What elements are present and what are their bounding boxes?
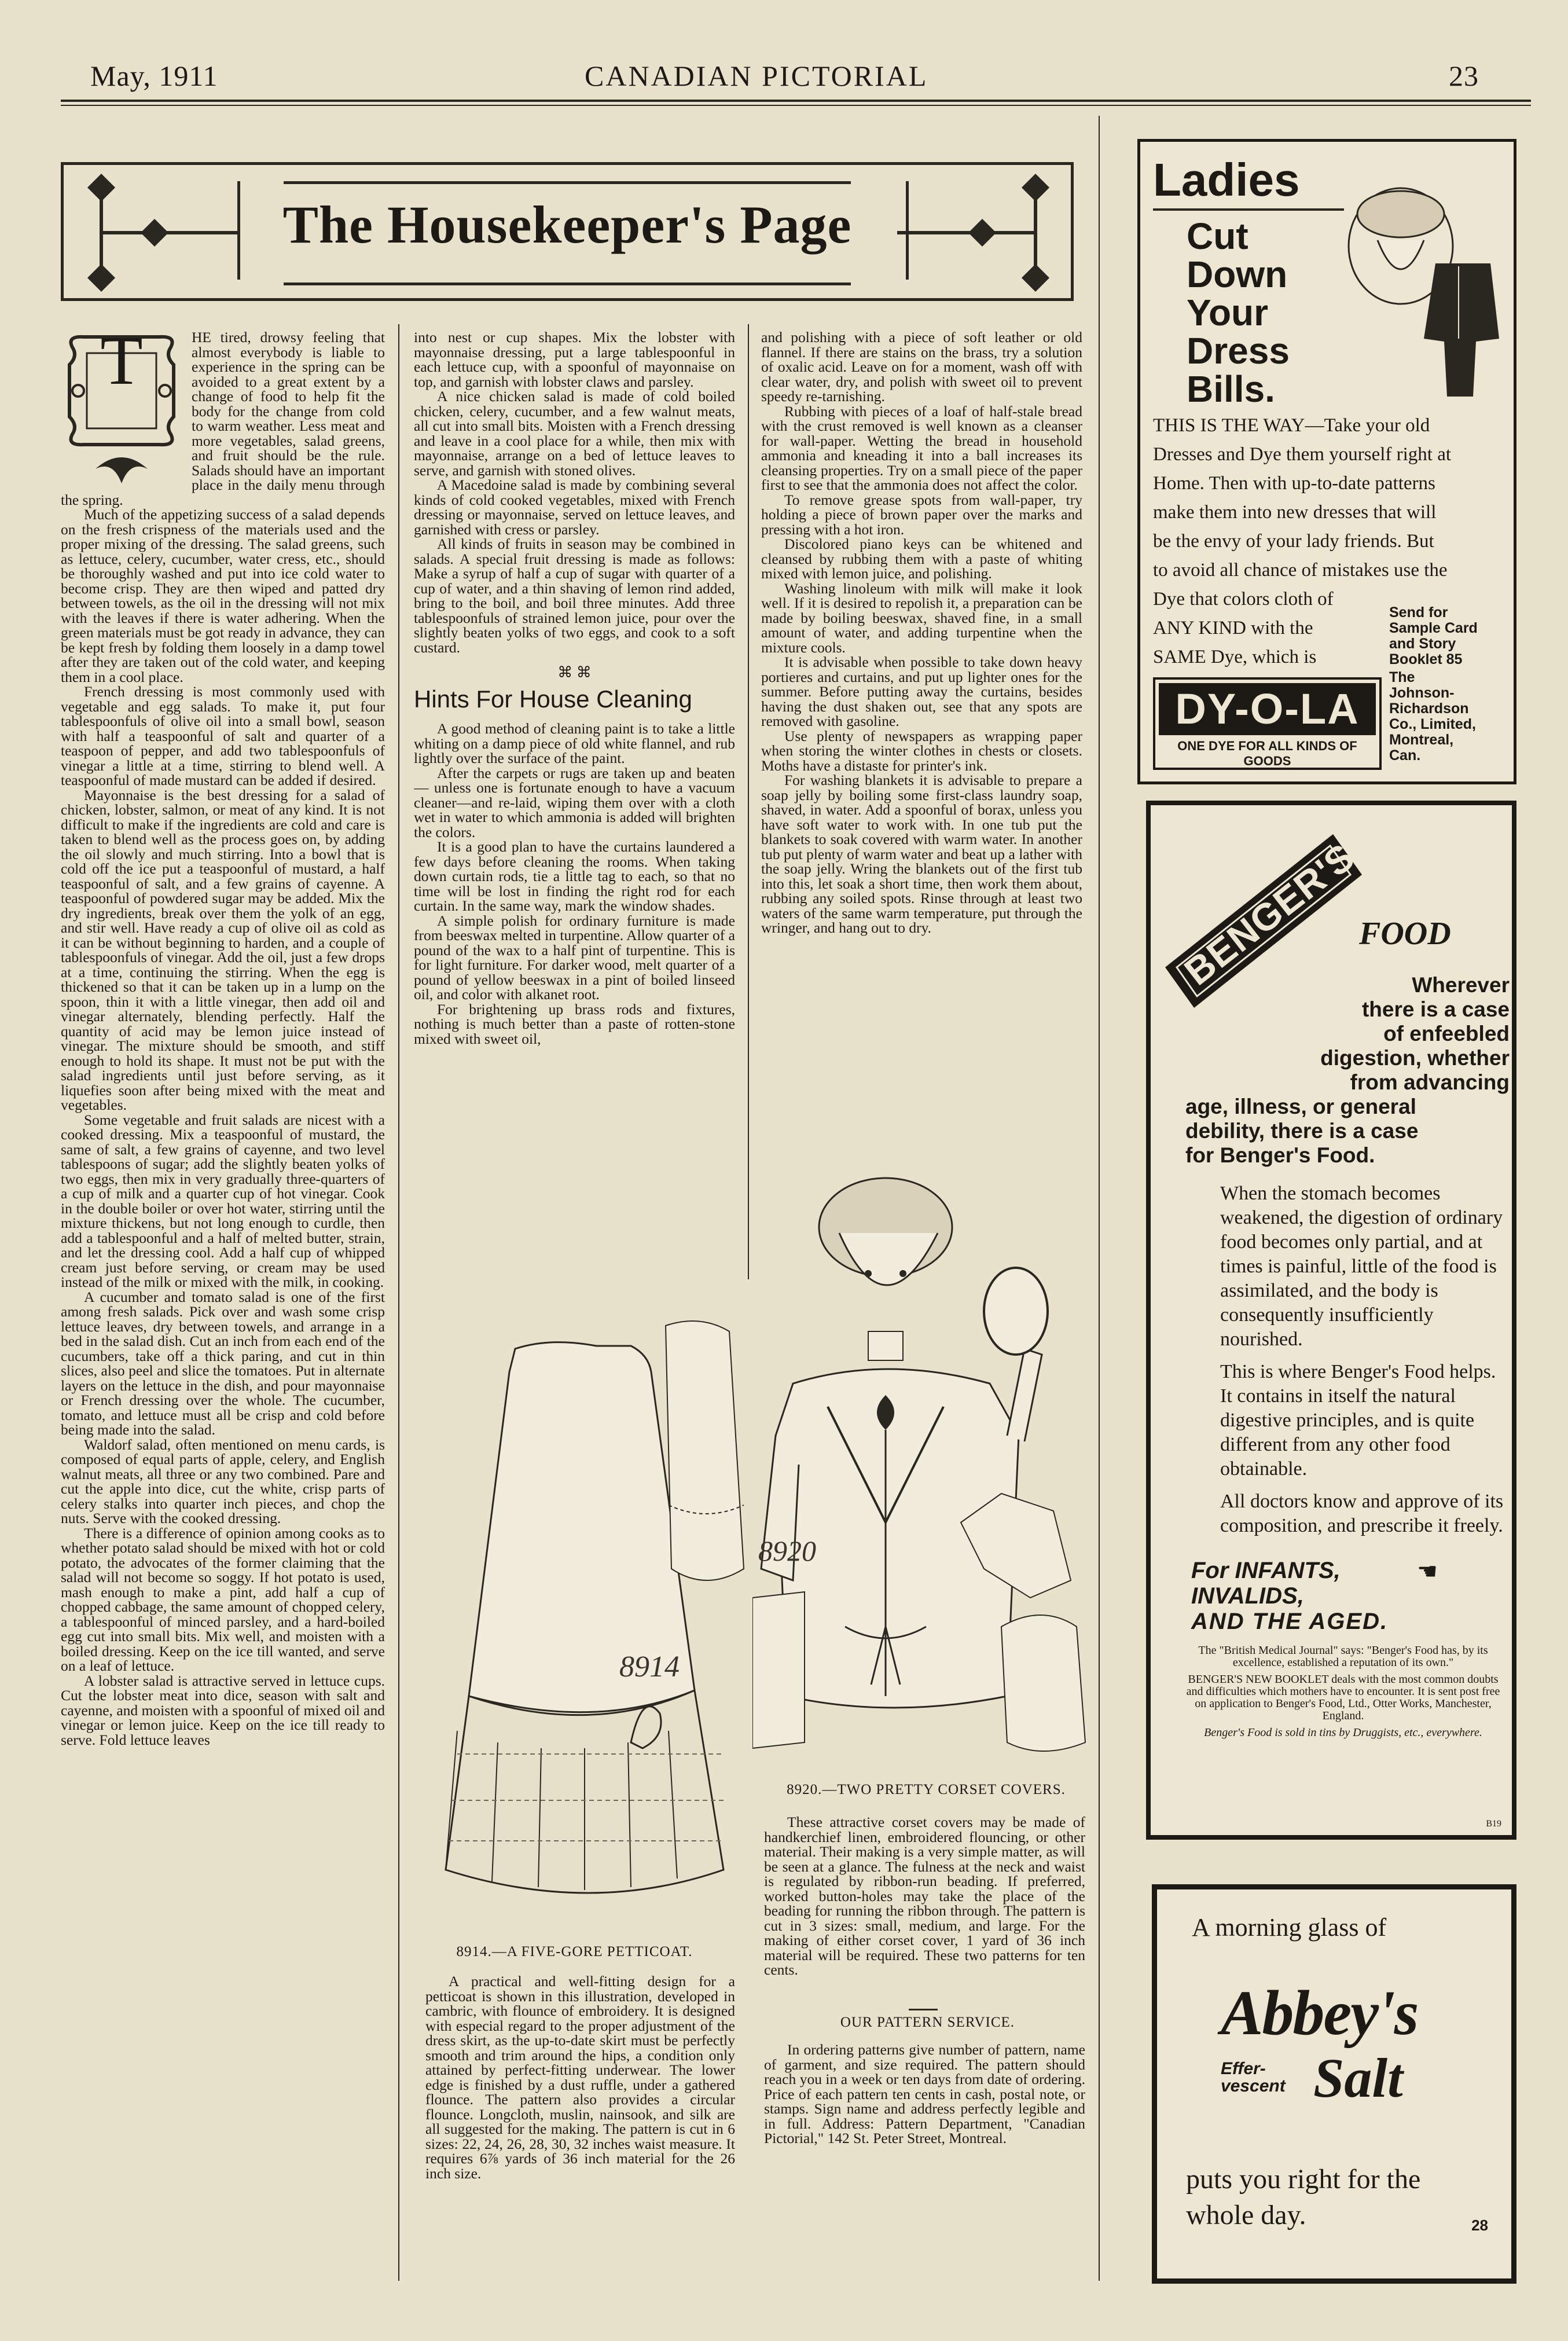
paragraph: For brightening up brass rods and fixtures, nothing is much better than a paste of rotten-stone mixed with sweet oil, xyxy=(414,1000,735,1047)
dyola-tagline: ONE DYE FOR ALL KINDS OF GOODS xyxy=(1177,739,1357,768)
bengers-audience-line: AND THE AGED. xyxy=(1191,1609,1389,1634)
banner-horizontal-rule xyxy=(101,231,240,234)
short-rule xyxy=(909,2009,938,2010)
bengers-headline-line: there is a case xyxy=(1361,997,1510,1021)
paragraph: In ordering patterns give number of pattern, name of garment, and size required. The pattern should reach you in a week or ten days from date of ordering. Price of each pattern ten cents in cash, postal note, or stamps. Sign name and address perfectly legible and in full. Address: Pattern Department, "Canadian Pictorial," 142 St. Peter Street, Montreal. xyxy=(764,2042,1085,2146)
abbeys-salt-advertisement xyxy=(1152,1884,1516,2284)
abbeys-effervescent xyxy=(1221,2060,1286,2095)
article-column-1 xyxy=(61,330,385,2304)
bengers-headline-line: of enfeebled xyxy=(1383,1022,1510,1045)
paragraph: Some vegetable and fruit salads are nicest with a cooked dressing. Mix a teaspoonful of mustard, the same of salt, a few grains of cayenne, and two level tablespoons of sugar; add the slightly beaten yolks of two eggs, then mix in very gradually three-quarters of a cup of milk and a quarter cup of hot vinegar. Cook in the double boiler or over hot water, stirring until the mixture thickens, but not long enough to curdle, then add a tablespoonful and a half of melted butter, strain, and let the dressing cool. Add a half cup of whipped cream just before serving, or cream may be used instead of the milk or mixed with the milk, in cooking. xyxy=(61,1111,385,1290)
abbeys-salt: Salt xyxy=(1313,2047,1403,2109)
paragraph: It is advisable when possible to take down heavy portieres and curtains, and put up lighter ones for the summer. Before putting away the curtains, besides having the dust shaken out, see that any spots are removed with gasoline. xyxy=(761,654,1082,729)
header-rule xyxy=(61,100,1531,102)
corset-cover-illustration xyxy=(752,1164,1094,1771)
ad-headline: Ladies xyxy=(1153,154,1300,206)
ad-body-line: be the envy of your lady friends. But xyxy=(1153,531,1434,552)
paragraph: For washing blankets it is advisable to prepare a soap jelly by boiling some first-class laundry soap, shaved, in water. Add a spoonful of borax, unless you have soft water to work with. In one tub put the blankets to soak covered with warm water. In another tub put plenty of warm water and beat up a lather with the soap jelly. Wring the blankets out of the first tub into this, let soak a short time, then work them about, rubbing any soiled spots. Rinse through at least two waters of the same warm temperature, put through the wringer, and hang out to dry. xyxy=(761,772,1082,936)
ad-sample-line: Send for xyxy=(1389,604,1448,621)
bengers-headline-line: for Benger's Food. xyxy=(1185,1143,1375,1167)
paragraph: It is a good plan to have the curtains laundered a few days before cleaning the rooms. When taking down curtain rods, tie a little tag to each, so that no time will be lost in finding the right rod for each curtain. In the same way, mark the window shades. xyxy=(414,838,735,914)
paragraph: A simple polish for ordinary furniture is made from beeswax melted in turpentine. Allow quarter of a pound of the wax to a half pint of turpentine. This is for light furniture. For darker wood, melt quarter of a pound of yellow beeswax in a pint of boiled linseed oil, and color with alkanet root. xyxy=(414,912,735,1003)
paragraph: Mayonnaise is the best dressing for a salad of chicken, lobster, salmon, or meat of any kind. It is not difficult to make if the ingredients are cold and care is taken to blend well as the process goes on, by adding the oil slowly and much stirring. Into a bowl that is cold off the ice put a teaspoonful of mustard, a half teaspoonful of salt, and a few grains of cayenne. A teaspoonful of powdered sugar may be added. Mix the dry ingredients, break over them the yolk of an egg, and stir well. Have ready a cup of olive oil as cold as it can be without beginning to harden, and a couple of tablespoonfuls of vinegar. Add the oil, just a few drops at a time, continuing the stirring. When the egg is thickened so that it can be taken up in a lump on the spoon, thin it with a little vinegar, then add oil and vinegar alternately, blending perfectly. Half the quantity of acid may be lemon juice instead of vinegar. The mixture should be smooth, and stiff enough to hold its shape. It must not be put with the salad ingredients until just before serving, as it liquefies soon after being mixed with the meat and vegetables. xyxy=(61,786,385,1113)
paragraph: A practical and well-fitting design for a petticoat is shown in this illustration, developed in cambric, with flounce of embroidery. It is designed with especial regard to the proper adjustment of the dress skirt, as the up-to-date skirt must be perfectly smooth and trim around the hips, a condition only attained by perfect-fitting underwear. The lower edge is finished by a dust ruffle, under a gathered flounce. The pattern also provides a circular flounce. Longcloth, muslin, nainsook, and silk are all suggested for the making. The pattern is cut in 6 sizes: 22, 24, 26, 28, 30, 32 inches waist measure. It requires 6⅞ yards of 36 inch material for the 26 inch size. xyxy=(425,1974,735,2182)
abbeys-slogan-line: whole day. xyxy=(1186,2200,1306,2230)
ad-body-line: THIS IS THE WAY—Take your old xyxy=(1153,415,1430,436)
ad-headline-line: Dress xyxy=(1187,330,1290,372)
petticoat-drawing-icon xyxy=(423,1291,747,1933)
bengers-paragraph: This is where Benger's Food helps. It contains in itself the natural digestive principles, and is quite different from any other food obtainable. xyxy=(1220,1361,1496,1480)
petticoat-caption: 8914.—A FIVE-GORE PETTICOAT. xyxy=(456,1944,693,1960)
paragraph: Washing linoleum with milk will make it look well. If it is desired to repolish it, a preparation can be made by boiling beeswax, shaved fine, in a small amount of water, and adding turpentine when the mixture cools. xyxy=(761,579,1082,656)
ad-body-line: ANY KIND with the xyxy=(1153,618,1313,639)
paragraph: Use plenty of newspapers as wrapping paper when storing the winter clothes in chests or closets. Moths have a distaste for printer's ink. xyxy=(761,727,1082,774)
banner-horizontal-rule xyxy=(897,231,1036,234)
column-divider xyxy=(748,324,749,1279)
ad-sample-line: Sample Card xyxy=(1389,620,1478,636)
petticoat-illustration xyxy=(423,1291,747,1933)
ad-body-line: Home. Then with up-to-date patterns xyxy=(1153,473,1435,494)
ad-body-line: SAME Dye, which is xyxy=(1153,647,1317,667)
ad-company-line: Can. xyxy=(1389,747,1421,764)
bengers-audience-line: INVALIDS, xyxy=(1191,1583,1304,1609)
paragraph: A cucumber and tomato salad is one of the first among fresh salads. Pick over and wash some crisp lettuce leaves, dry between towels, and arrange in a bed in the salad dish. Cut an inch from each end of the cucumbers, take off a thick paring, and cut in thin slices, also peel and slice the tomatoes. Put in alternate layers on the lettuce in the dish, and pour mayonnaise or French dressing over the whole. The cucumber, tomato, and lettuce must all be crisp and cold before being made into the salad. xyxy=(61,1288,385,1438)
ad-body-line: Dye that colors cloth of xyxy=(1153,589,1334,610)
pointing-hand-icon: ☚ xyxy=(1417,1558,1438,1584)
paragraph: into nest or cup shapes. Mix the lobster with mayonnaise dressing, put a large tablespoonful in each lettuce cup, with a spoonful of mayonnaise on top, and garnish with lobster claws and parsley. xyxy=(414,330,735,390)
abbeys-slogan xyxy=(1186,2162,1420,2233)
abbeys-eff-line: Effer- xyxy=(1221,2059,1266,2078)
ad-headline-line: Bills. xyxy=(1187,368,1275,410)
dyola-advertisement xyxy=(1137,139,1516,784)
paragraph: A nice chicken salad is made of cold boiled chicken, celery, cucumber, and a few walnut meats, all cut into small bits. Moisten with a French dressing and leave in a cool place for a while, then mix with mayonnaise, arrange on a bed of lettuce leaves to serve, and garnish with stoned olives. xyxy=(414,388,735,479)
ad-headline-line: Cut xyxy=(1187,215,1248,257)
bengers-headline-line: Wherever xyxy=(1412,973,1510,997)
bengers-headline-line: from advancing xyxy=(1350,1070,1510,1094)
ad-code: 28 xyxy=(1471,2217,1488,2234)
ad-company-line: Johnson- xyxy=(1389,685,1455,701)
paragraph: Rubbing with pieces of a loaf of half-stale bread with the crust removed is well known as a cleanser for wall-paper. Wetting the bread in household ammonia and kneading it into a ball increases its cleansing properties. Try on a small piece of the paper first to see that the ammonia does not affect the color. xyxy=(761,402,1082,493)
bengers-fine-print xyxy=(1183,1645,1504,1739)
ad-company-line: The xyxy=(1389,669,1415,685)
bengers-brand: BENGER'S xyxy=(1176,835,1363,993)
pattern-number: 8920 xyxy=(758,1535,816,1567)
bengers-availability: Benger's Food is sold in tins by Druggists, etc., everywhere. xyxy=(1204,1726,1482,1739)
paragraph: French dressing is most commonly used with vegetable and egg salads. To make it, put four tablespoonfuls of olive oil into a small bowl, season with half a teaspoonful of salt and quarter of a teaspoon of pepper, and add two tablespoonfuls of vinegar a little at a time, stirring to blend well. A teaspoonful of made mustard can be added if desired. xyxy=(61,683,385,788)
ad-rule xyxy=(1153,208,1344,211)
lady-portrait-icon xyxy=(1337,177,1505,402)
column-divider xyxy=(398,324,399,2281)
bengers-booklet: BENGER'S NEW BOOKLET deals with the most common doubts and difficulties which mothers have to encounter. It is sent post free on application to Benger's Food, Ltd., Otter Works, Manchester, England. xyxy=(1186,1673,1500,1722)
publication-title: CANADIAN PICTORIAL xyxy=(585,60,928,92)
pattern-service-heading: OUR PATTERN SERVICE. xyxy=(840,2015,1015,2030)
corset-cover-description xyxy=(764,1815,1085,2006)
bengers-quote: The "British Medical Journal" says: "Benger's Food has, by its excellence, established a reputation of its own." xyxy=(1198,1644,1488,1669)
abbeys-intro: A morning glass of xyxy=(1192,1913,1387,1942)
bengers-headline xyxy=(1185,973,1510,1168)
paragraph: A Macedoine salad is made by combining several kinds of cold cooked vegetables, mixed with French dressing or mayonnaise, served on lettuce leaves, and garnished with cress or parsley. xyxy=(414,476,735,538)
ad-sample-line: and Story xyxy=(1389,636,1456,652)
dyola-logo: DY-O-LA xyxy=(1159,683,1376,735)
pattern-service-text xyxy=(764,2042,1085,2251)
header-rule-thin xyxy=(61,105,1531,106)
ad-body-line: make them into new dresses that will xyxy=(1153,502,1437,523)
bengers-paragraph: When the stomach becomes weakened, the digestion of ordinary food becomes only partial, and at times is painful, little of the food is assimilated, and the body is consequently insufficiently nourished. xyxy=(1220,1183,1503,1350)
bengers-audience-line: For INFANTS, xyxy=(1191,1558,1341,1583)
section-separator: ⌘ ⌘ xyxy=(557,664,592,681)
paragraph: Waldorf salad, often mentioned on menu cards, is composed of equal parts of apple, celery, and English walnut meats, all three or any two combined. Pare and cut the apple into dice, cut the white, crisp parts of celery stalks into quarter inch pieces, and chop the nuts. Serve with the cooked dressing. xyxy=(61,1436,385,1527)
ad-company-line: Richardson xyxy=(1389,700,1469,717)
section-heading: Hints For House Cleaning xyxy=(414,685,692,713)
petticoat-description xyxy=(425,1974,735,2275)
ad-headline-line: Your xyxy=(1187,292,1269,333)
ad-sample-line: Booklet 85 xyxy=(1389,651,1463,667)
drop-cap xyxy=(61,330,182,492)
dyola-logo-box xyxy=(1153,677,1382,770)
paragraph: Discolored piano keys can be whitened and cleansed by rubbing them with a paste of whiting mixed with lemon juice, and polishing. xyxy=(761,535,1082,582)
ad-company-line: Montreal, xyxy=(1389,732,1454,748)
ad-headline-line: Down xyxy=(1187,254,1288,295)
paragraph: These attractive corset covers may be made of handkerchief linen, embroidered flouncing, or other material. Their making is a very simple matter, as will be seen at a glance. The fulness at the neck and waist is regulated by ribbon-run beading. If preferred, worked button-holes may take the place of the beading for running the ribbon through. The pattern is cut in 3 sizes: small, medium, and large. For the making of either corset cover, 1 yard of 36 inch material will be required. These two patterns for ten cents. xyxy=(764,1815,1085,1978)
issue-date: May, 1911 xyxy=(90,60,218,92)
paragraph: Much of the appetizing success of a salad depends on the fresh crispness of the materials used and the proper mixing of the dressing. The salad greens, such as lettuce, celery, cucumber, water cress, etc., should be thoroughly washed and put into ice cold water to become crisp. They are then wiped and patted dry between towels, as the oil in the dressing will not mix with the leaves if there is water adhering. When the green materials must be got ready in advance, they can be kept fresh by folding them loosely in a damp towel after they are taken out of the cold water, and keeping them in a cool place. xyxy=(61,506,385,685)
bengers-headline-line: age, illness, or general xyxy=(1185,1095,1416,1118)
ad-sample-offer xyxy=(1389,605,1478,764)
ad-code: B19 xyxy=(1486,1819,1501,1829)
page-section-title: The Housekeeper's Page xyxy=(282,195,852,254)
abbeys-slogan-line: puts you right for the xyxy=(1186,2164,1421,2195)
paragraph: and polishing with a piece of soft leather or old flannel. If there are stains on the brass, try a solution of oxalic acid. Leave on for a moment, wash off with clear water, dry, and polish with sweet oil to prevent speedy re-tarnishing. xyxy=(761,330,1082,405)
ad-body-line: to avoid all chance of mistakes use the xyxy=(1153,560,1448,581)
paragraph: HE tired, drowsy feeling that almost everybody is liable to experience in the spring can be avoided to a great extent by a change of food to help fit the body for the change from cold to warm weather. Less meat and more vegetables, salad greens, and fruit should be the rule. Salads should have an important place in the daily menu through the spring. xyxy=(61,330,385,508)
abbeys-eff-line: vescent xyxy=(1221,2076,1286,2096)
paragraph: A lobster salad is attractive served in lettuce cups. Cut the lobster meat into dice, season with salt and cayenne, and moisten with a spoonful of mixed oil and vinegar or lemon juice. Keep on the ice till ready to serve. Fold lettuce leaves xyxy=(61,1672,385,1748)
page-number: 23 xyxy=(1449,60,1479,92)
article-column-3 xyxy=(761,330,1082,1129)
bengers-headline-line: debility, there is a case xyxy=(1185,1119,1419,1143)
bengers-food-word: FOOD xyxy=(1359,916,1451,952)
bengers-headline-line: digestion, whether xyxy=(1320,1046,1510,1070)
paragraph: There is a difference of opinion among cooks as to whether potato salad should be mixed with hot or cold potato, the advocates of the former claiming that the salad will not become so soggy. If hot potato is used, mash enough to make a pint, add half a cup of chopped cabbage, the same amount of chopped celery, a tablespoonful of minced parsley, and a hard-boiled egg cut into small bits. Mix well, and moisten with a boiled dressing. Keep on the ice till wanted, and serve on a leaf of lettuce. xyxy=(61,1524,385,1674)
title-banner xyxy=(61,162,1074,301)
bengers-paragraph: All doctors know and approve of its composition, and prescribe it freely. xyxy=(1220,1491,1504,1536)
ad-body-line: Dresses and Dye them yourself right at xyxy=(1153,444,1452,465)
bengers-food-advertisement xyxy=(1146,801,1516,1840)
corset-cover-drawing-icon xyxy=(752,1164,1094,1771)
corset-cover-caption: 8920.—TWO PRETTY CORSET COVERS. xyxy=(787,1782,1066,1797)
bengers-body xyxy=(1220,1181,1504,1538)
ad-column-divider xyxy=(1099,116,1100,2281)
paragraph: After the carpets or rugs are taken up and beaten — unless one is fortunate enough to have a vacuum cleaner—and re-laid, wiping them over with a cloth wet in water to which ammonia is added will brighten the colors. xyxy=(414,764,735,841)
paragraph: To remove grease spots from wall-paper, try holding a piece of brown paper over the marks and pressing with a hot iron. xyxy=(761,491,1082,538)
abbeys-brand: Abbey's xyxy=(1221,1977,1418,2048)
ad-company-line: Co., Limited, xyxy=(1389,716,1476,732)
drop-cap-letter: T xyxy=(100,330,143,399)
paragraph: A good method of cleaning paint is to take a little whiting on a damp piece of old white flannel, and rub lightly over the surface of the paint. xyxy=(414,720,735,766)
article-column-2 xyxy=(414,330,735,1343)
bengers-audience xyxy=(1191,1558,1504,1634)
ad-headline-block xyxy=(1187,217,1290,408)
pattern-number: 8914 xyxy=(619,1650,680,1683)
paragraph: All kinds of fruits in season may be combined in salads. A special fruit dressing is made as follows: Make a syrup of half a cup of sugar with quarter of a cup of water, and a thin shaving of lemon rind added, bring to the boil, and boil three minutes. Add three tablespoonfuls of strained lemon juice, pour over the slightly beaten yolks of two eggs, and cook to a soft custard. xyxy=(414,535,735,656)
